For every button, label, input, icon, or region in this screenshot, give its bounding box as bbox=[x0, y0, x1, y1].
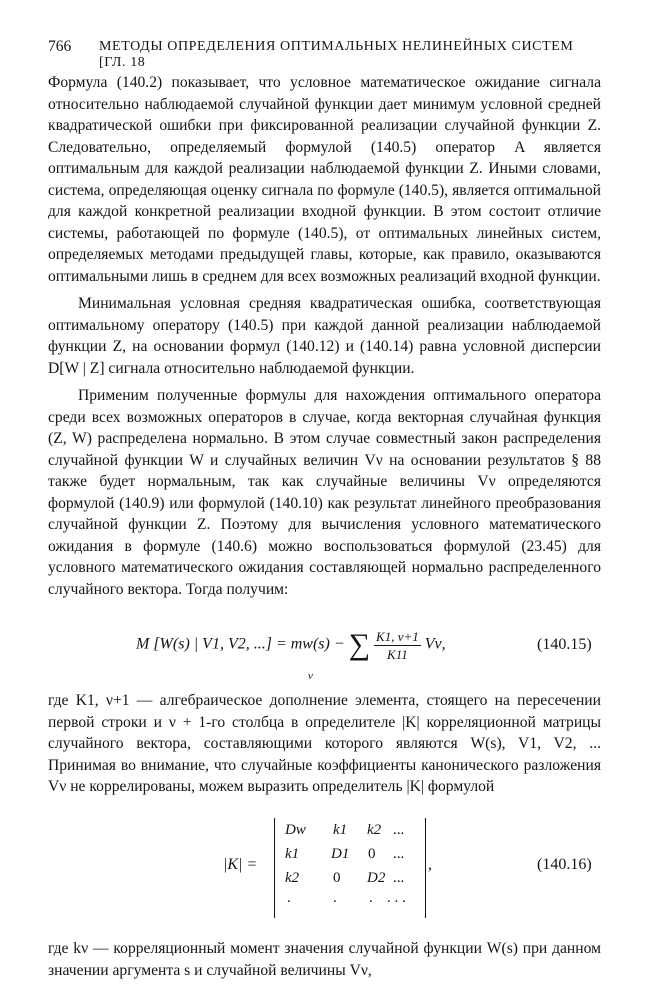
matrix-cell: ... bbox=[393, 822, 405, 838]
paragraph-3: Применим полученные формулы для нахождения оптимального оператора среди всех возможных операторов в случае, когда векторная случайная функция (Z, W) распределена нормально. В этом случае совместный закон распределения случайной функции W и случайных величин Vν на основании результатов § 88 также будет нормальным, так как случайные величины Vν определяются формулой (140.9) или формулой (140.10) как результат линейного преобразования случайной функции Z. Поэтому для вычисления условного математического ожидания в формуле (140.6) можно воспользоваться формулой (23.45) для условного математического ожидания составляющей нормально распределенного случайного вектора. Тогда получим: bbox=[48, 387, 601, 598]
matrix-cell: ... bbox=[393, 870, 405, 886]
fraction-denominator: K11 bbox=[387, 646, 408, 662]
matrix-cell: ... bbox=[393, 846, 405, 862]
paragraph-1: Формула (140.2) показывает, что условное математическое ожидание сигнала относительно наблюдаемой случайной функции дает минимум условной средней квадратической ошибки при фиксированной реализации случайной функции Z. Следовательно, определяемый формулой (140.5) оператор A является оптимальным для каждой реализации наблюдаемой функции Z. Иными словами, система, определяющая оценку сигнала по формуле (140.5), является оптимальной для каждой конкретной реализации входной функции. В этом состоит отличие системы, работающей по формуле (140.5), от оптимальных линейных систем, определяемых методами предыдущей главы, которые, как правило, оказываются оптимальными лишь в среднем для всех возможных реализаций входной функции. bbox=[48, 74, 601, 285]
matrix-cell: . . . bbox=[387, 890, 406, 906]
fraction-numerator: K1, ν+1 bbox=[376, 628, 419, 644]
determinant-lhs: |K| = bbox=[223, 856, 258, 873]
equation-140-15 bbox=[136, 628, 446, 662]
matrix-cell: k2 bbox=[367, 822, 382, 838]
paragraph-4: где K1, ν+1 — алгебраическое дополнение элемента, стоящего на пересечении первой строки и ν + 1-го столбца в определителе |K| корреляционной матрицы случайного вектора, составляющими которого являются W(s), V1, V2, ... Принимая во внимание, что случайные коэффициенты канонического разложения Vν не коррелированы, можем выразить определитель |K| формулой bbox=[48, 692, 601, 795]
body-text-2 bbox=[48, 690, 601, 804]
sum-sign: ∑ bbox=[348, 628, 371, 661]
matrix-cell: 0 bbox=[368, 846, 376, 862]
running-header bbox=[48, 38, 603, 70]
matrix-cell: . bbox=[333, 890, 337, 906]
matrix-cell: Dw bbox=[285, 822, 306, 838]
equation-number-140-15: (140.15) bbox=[537, 636, 592, 653]
body-text-3 bbox=[48, 938, 601, 987]
matrix-cell: 0 bbox=[333, 870, 341, 886]
matrix-cell: k2 bbox=[285, 870, 300, 886]
equation-number-140-16: (140.16) bbox=[537, 856, 592, 873]
chapter-title: МЕТОДЫ ОПРЕДЕЛЕНИЯ ОПТИМАЛЬНЫХ НЕЛИНЕЙНЫХ СИСТЕМ [ГЛ. 18 bbox=[99, 39, 574, 70]
body-text bbox=[48, 72, 601, 606]
matrix-cell: D2 bbox=[367, 870, 386, 886]
matrix-cell: . bbox=[369, 890, 373, 906]
page-number: 766 bbox=[48, 38, 72, 55]
matrix-cell: k1 bbox=[285, 846, 300, 862]
paragraph-2: Минимальная условная средняя квадратическая ошибка, соответствующая оптимальному оператору (140.5) при каждой данной реализации наблюдаемой функции Z, на основании формул (140.12) и (140.14) равна условной дисперсии D[W | Z] сигнала относительно наблюдаемой функции. bbox=[48, 295, 601, 377]
equation-lhs: M [W(s) | V1, V2, ...] = mw(s) − bbox=[136, 635, 345, 653]
matrix-cell: . bbox=[287, 890, 291, 906]
sum-index: ν bbox=[308, 670, 313, 682]
equation-tail: Vν, bbox=[424, 635, 446, 653]
equation-fraction bbox=[374, 630, 421, 661]
paragraph-5: где kν — корреляционный момент значения случайной функции W(s) при данном значении аргумента s и случайной величины Vν, bbox=[48, 940, 601, 979]
matrix-cell: D1 bbox=[331, 846, 350, 862]
correlation-matrix bbox=[274, 818, 426, 918]
determinant-tail: , bbox=[428, 856, 432, 873]
matrix-cell: k1 bbox=[333, 822, 348, 838]
